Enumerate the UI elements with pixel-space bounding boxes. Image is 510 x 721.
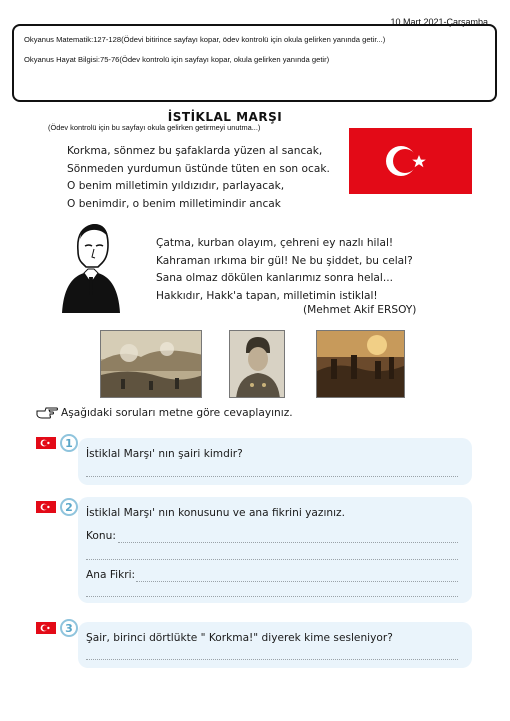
stanza-line: O benim milletimin yıldızıdır, parlayacak, — [67, 180, 285, 192]
ataturk-portrait-image — [58, 217, 124, 313]
page-title: İSTİKLAL MARŞI — [167, 110, 283, 124]
question-2-marker — [36, 498, 78, 516]
answer-line[interactable] — [86, 476, 458, 477]
homework-life-science: Okyanus Hayat Bilgisi:75-76(Ödev kontrolü için sayfayı kopar, okula gelirken yanında getir) — [24, 55, 330, 64]
flag-icon — [36, 501, 56, 513]
page-subtitle: (Ödev kontrolü için bu sayfayı okula gelirken getirmeyi unutma...) — [48, 123, 261, 132]
stanza-2 — [156, 235, 413, 305]
poem-author: (Mehmet Akif ERSOY) — [303, 304, 417, 316]
question-1-card — [78, 438, 472, 485]
turkish-flag-image — [349, 128, 472, 194]
stanza-line: Çatma, kurban olayım, çehreni ey nazlı hilal! — [156, 237, 394, 249]
stanza-line: Sönmeden yurdumun üstünde tüten en son ocak. — [67, 162, 330, 175]
soldier-portrait-image — [229, 330, 285, 398]
stanza-line: Korkma, sönmez bu şafaklarda yüzen al sancak, — [67, 145, 323, 157]
stanza-line: Kahraman ırkıma bir gül! Ne bu şiddet, bu celal? — [156, 254, 413, 267]
question-3-card — [78, 622, 472, 668]
instruction — [36, 406, 293, 420]
flag-icon — [36, 622, 56, 634]
main-idea-answer-line[interactable] — [86, 596, 458, 597]
main-idea-label: Ana Fikri: — [86, 569, 136, 581]
question-2-card — [78, 497, 472, 603]
date-text: 10 Mart 2021-Çarşamba — [390, 17, 488, 27]
flag-icon — [36, 437, 56, 449]
question-number: 3 — [60, 619, 78, 637]
question-text: İstiklal Marşı' nın konusunu ve ana fikrini yazınız. — [86, 507, 345, 519]
topic-answer-line[interactable] — [86, 559, 458, 560]
question-1-marker — [36, 434, 78, 452]
topic-label: Konu: — [86, 530, 116, 542]
question-text: İstiklal Marşı' nın şairi kimdir? — [86, 448, 243, 460]
instruction-text: Aşağıdaki soruları metne göre cevaplayınız. — [61, 407, 293, 419]
stanza-1 — [67, 143, 330, 213]
homework-math: Okyanus Matematik:127-128(Ödevi bitirince sayfayı kopar, ödev kontrolü için okula gelirken yanında getir...) — [24, 35, 386, 44]
battle-painting-image — [100, 330, 202, 398]
question-3-marker — [36, 619, 78, 637]
war-painting-image — [316, 330, 405, 398]
pointing-hand-icon — [36, 406, 58, 420]
question-text: Şair, birinci dörtlükte " Korkma!" diyerek kime sesleniyor? — [86, 632, 393, 644]
stanza-line: O benimdir, o benim milletimindir ancak — [67, 197, 281, 210]
homework-box — [12, 24, 497, 102]
topic-answer-line[interactable] — [118, 542, 458, 543]
answer-line[interactable] — [86, 659, 458, 660]
main-idea-answer-line[interactable] — [136, 581, 458, 582]
stanza-line: Hakkıdır, Hakk'a tapan, milletimin istiklal! — [156, 289, 378, 302]
question-number: 2 — [60, 498, 78, 516]
question-number: 1 — [60, 434, 78, 452]
stanza-line: Sana olmaz dökülen kanlarımız sonra helal... — [156, 272, 393, 284]
